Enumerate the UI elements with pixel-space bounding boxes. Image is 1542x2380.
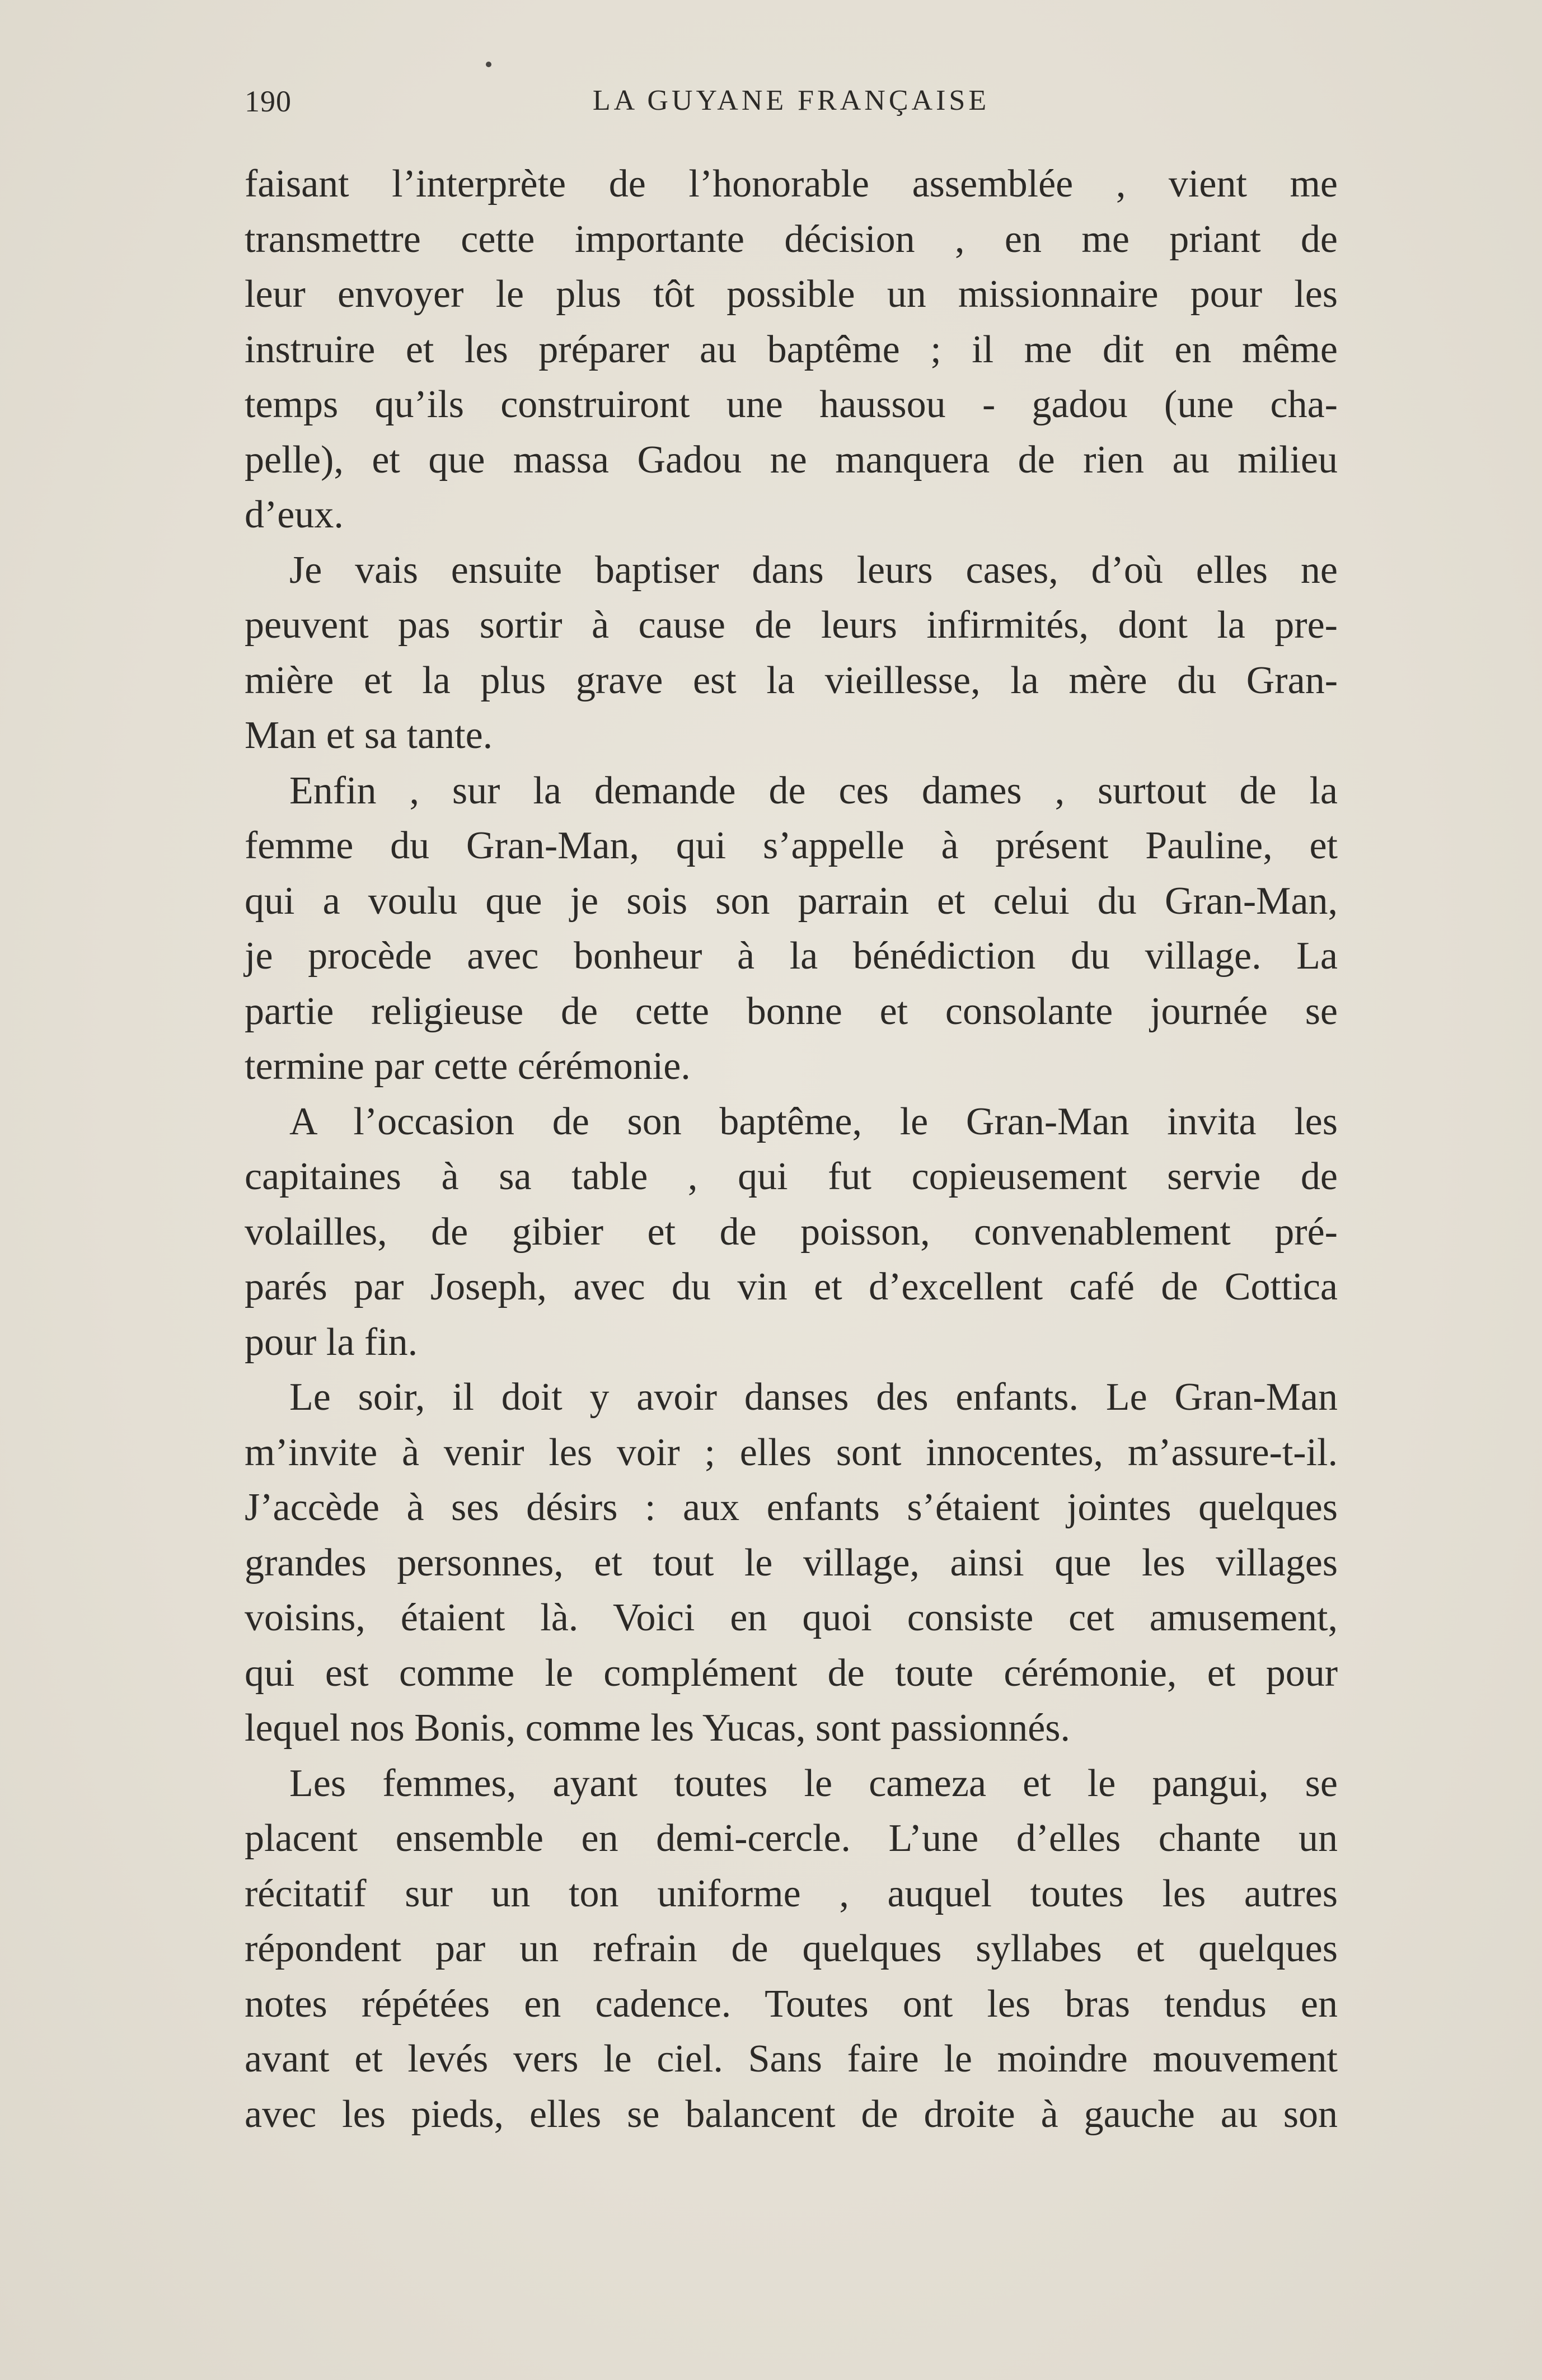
text-line: femme du Gran-Man, qui s’appelle à présent Pauline, et: [245, 824, 1338, 867]
text-line: voisins, étaient là. Voici en quoi consiste cet amusement,: [245, 1596, 1338, 1639]
text-line: récitatif sur un ton uniforme , auquel toutes les autres: [245, 1872, 1338, 1915]
text-line: instruire et les préparer au baptême ; il me dit en même: [245, 328, 1338, 371]
text-line: pour la fin.: [245, 1320, 418, 1364]
text-line: pelle), et que massa Gadou ne manquera de rien au milieu: [245, 438, 1338, 481]
text-line: placent ensemble en demi-cercle. L’une d’elles chante un: [245, 1817, 1338, 1860]
paragraph-start-line: Je vais ensuite baptiser dans leurs cases, d’où elles ne: [289, 548, 1338, 592]
text-line: faisant l’interprète de l’honorable assemblée , vient me: [245, 162, 1338, 205]
paragraph-start-line: Les femmes, ayant toutes le cameza et le pangui, se: [289, 1761, 1338, 1805]
text-line: leur envoyer le plus tôt possible un missionnaire pour les: [245, 273, 1338, 316]
text-line: répondent par un refrain de quelques syllabes et quelques: [245, 1927, 1338, 1970]
text-line: termine par cette cérémonie.: [245, 1045, 691, 1088]
text-line: temps qu’ils construiront une haussou - gadou (une cha-: [245, 383, 1338, 426]
text-line: lequel nos Bonis, comme les Yucas, sont passionnés.: [245, 1706, 1071, 1750]
text-line: qui a voulu que je sois son parrain et celui du Gran-Man,: [245, 879, 1338, 923]
text-line: Man et sa tante.: [245, 714, 493, 757]
text-line: partie religieuse de cette bonne et consolante journée se: [245, 989, 1338, 1033]
text-line: m’invite à venir les voir ; elles sont innocentes, m’assure-t-il.: [245, 1430, 1338, 1474]
page-header: [245, 84, 1338, 129]
text-line: avant et levés vers le ciel. Sans faire le moindre mouvement: [245, 2037, 1338, 2080]
running-title: LA GUYANE FRANÇAISE: [592, 85, 990, 116]
text-line: notes répétées en cadence. Toutes ont les bras tendus en: [245, 1982, 1338, 2026]
text-line: J’accède à ses désirs : aux enfants s’étaient jointes quelques: [245, 1486, 1338, 1529]
ink-speck: [486, 62, 491, 67]
text-line: grandes personnes, et tout le village, ainsi que les villages: [245, 1541, 1338, 1584]
text-line: parés par Joseph, avec du vin et d’excellent café de Cottica: [245, 1265, 1338, 1308]
text-line: volailles, de gibier et de poisson, convenablement pré-: [245, 1210, 1338, 1254]
text-line: capitaines à sa table , qui fut copieusement servie de: [245, 1155, 1338, 1198]
text-line: qui est comme le complément de toute cérémonie, et pour: [245, 1651, 1338, 1695]
text-line: d’eux.: [245, 493, 344, 536]
text-line: mière et la plus grave est la vieillesse, la mère du Gran-: [245, 658, 1338, 702]
page-number: 190: [245, 85, 292, 118]
text-line: peuvent pas sortir à cause de leurs infirmités, dont la pre-: [245, 604, 1338, 647]
text-line: transmettre cette importante décision , en me priant de: [245, 217, 1338, 261]
paragraph-start-line: Le soir, il doit y avoir danses des enfants. Le Gran-Man: [289, 1376, 1338, 1419]
text-line: avec les pieds, elles se balancent de droite à gauche au son: [245, 2092, 1338, 2136]
body-text: [245, 157, 1338, 2142]
paragraph-start-line: Enfin , sur la demande de ces dames , surtout de la: [289, 769, 1338, 812]
text-line: je procède avec bonheur à la bénédiction du village. La: [245, 934, 1338, 978]
paragraph-start-line: A l’occasion de son baptême, le Gran-Man invita les: [289, 1100, 1338, 1143]
